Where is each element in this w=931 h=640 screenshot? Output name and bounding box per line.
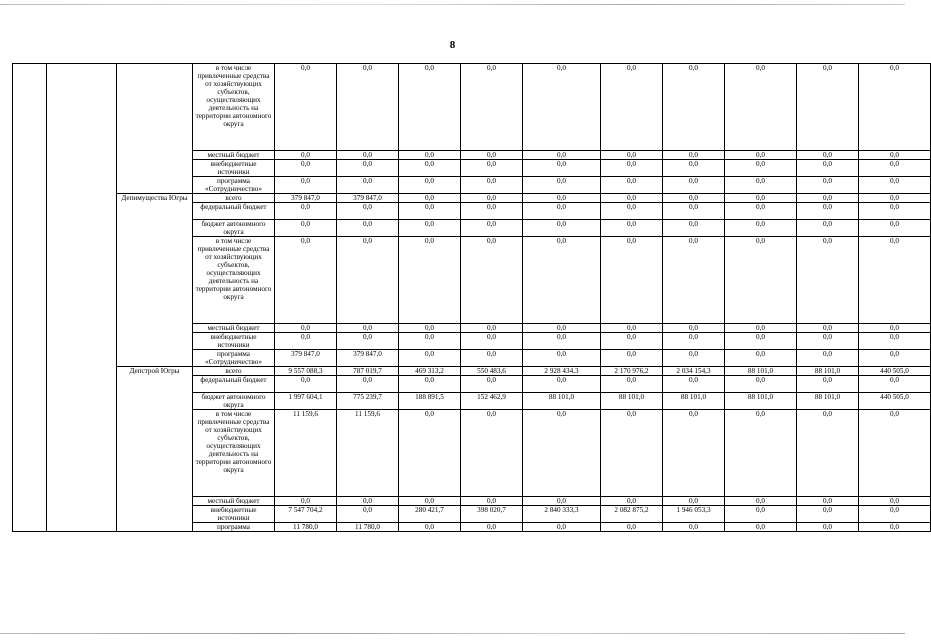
funding-source-cell: бюджет автономного округа	[193, 393, 275, 410]
value-cell: 0,0	[663, 333, 725, 350]
value-cell: 0,0	[399, 350, 461, 367]
value-cell: 0,0	[797, 497, 859, 506]
value-cell: 88 101,0	[797, 367, 859, 376]
value-cell: 0,0	[859, 376, 931, 393]
value-cell: 0,0	[399, 151, 461, 160]
value-cell: 2 840 333,3	[523, 506, 601, 523]
funding-source-cell: местный бюджет	[193, 497, 275, 506]
value-cell: 0,0	[399, 194, 461, 203]
table-row	[13, 194, 931, 203]
value-cell: 11 780,0	[275, 523, 337, 532]
value-cell: 11 159,6	[337, 410, 399, 497]
value-cell: 0,0	[725, 506, 797, 523]
funding-source-cell: внебюджетные источники	[193, 333, 275, 350]
value-cell: 0,0	[601, 410, 663, 497]
value-cell: 0,0	[461, 237, 523, 324]
value-cell: 0,0	[725, 237, 797, 324]
value-cell: 0,0	[797, 203, 859, 220]
value-cell: 0,0	[859, 324, 931, 333]
funding-source-cell: внебюджетные источники	[193, 506, 275, 523]
value-cell: 0,0	[663, 497, 725, 506]
value-cell: 0,0	[859, 203, 931, 220]
value-cell: 0,0	[461, 376, 523, 393]
value-cell: 0,0	[275, 376, 337, 393]
value-cell: 188 891,5	[399, 393, 461, 410]
value-cell: 0,0	[797, 177, 859, 194]
value-cell: 0,0	[461, 333, 523, 350]
value-cell: 0,0	[523, 220, 601, 237]
value-cell: 0,0	[523, 237, 601, 324]
value-cell: 0,0	[601, 324, 663, 333]
value-cell: 0,0	[725, 410, 797, 497]
value-cell: 0,0	[461, 497, 523, 506]
value-cell: 0,0	[859, 410, 931, 497]
funding-source-cell: всего	[193, 367, 275, 376]
value-cell: 0,0	[725, 194, 797, 203]
value-cell: 0,0	[523, 160, 601, 177]
value-cell: 0,0	[275, 237, 337, 324]
value-cell: 0,0	[337, 203, 399, 220]
department-cell: Депстрой Югры	[117, 367, 193, 532]
value-cell: 0,0	[601, 497, 663, 506]
funding-source-cell: в том числе привлеченные средства от хозяйствующих субъектов, осуществляющих деятельность на территории автономного округа	[193, 237, 275, 324]
value-cell: 0,0	[337, 177, 399, 194]
funding-source-cell: внебюджетные источники	[193, 160, 275, 177]
value-cell: 440 505,0	[859, 367, 931, 376]
value-cell: 0,0	[523, 151, 601, 160]
value-cell: 0,0	[859, 177, 931, 194]
value-cell: 0,0	[337, 64, 399, 151]
value-cell: 0,0	[725, 324, 797, 333]
value-cell: 0,0	[399, 497, 461, 506]
funding-source-cell: в том числе привлеченные средства от хозяйствующих субъектов, осуществляющих деятельность на территории автономного округа	[193, 410, 275, 497]
value-cell: 0,0	[725, 350, 797, 367]
value-cell: 0,0	[275, 497, 337, 506]
value-cell: 0,0	[663, 237, 725, 324]
value-cell: 0,0	[859, 151, 931, 160]
value-cell: 0,0	[601, 177, 663, 194]
value-cell: 0,0	[797, 333, 859, 350]
department-cell: Депимущества Югры	[117, 194, 193, 367]
value-cell: 0,0	[275, 220, 337, 237]
value-cell: 0,0	[663, 376, 725, 393]
value-cell: 2 928 434,3	[523, 367, 601, 376]
value-cell: 398 020,7	[461, 506, 523, 523]
funding-source-cell: программа «Сотрудничество»	[193, 177, 275, 194]
page-number: 8	[449, 39, 456, 51]
value-cell: 0,0	[523, 177, 601, 194]
value-cell: 0,0	[399, 160, 461, 177]
value-cell: 0,0	[275, 64, 337, 151]
value-cell: 11 159,6	[275, 410, 337, 497]
value-cell: 0,0	[399, 523, 461, 532]
value-cell: 7 547 704,2	[275, 506, 337, 523]
value-cell: 0,0	[725, 151, 797, 160]
value-cell: 0,0	[461, 194, 523, 203]
value-cell: 0,0	[797, 64, 859, 151]
value-cell: 11 780,0	[337, 523, 399, 532]
value-cell: 469 313,2	[399, 367, 461, 376]
value-cell: 0,0	[859, 64, 931, 151]
value-cell: 0,0	[523, 194, 601, 203]
blank-column-2	[47, 64, 117, 532]
value-cell: 0,0	[601, 151, 663, 160]
value-cell: 152 462,9	[461, 393, 523, 410]
value-cell: 1 946 053,3	[663, 506, 725, 523]
table-row	[13, 64, 931, 151]
value-cell: 0,0	[663, 220, 725, 237]
value-cell: 88 101,0	[523, 393, 601, 410]
value-cell: 0,0	[399, 410, 461, 497]
value-cell: 0,0	[399, 237, 461, 324]
funding-source-cell: всего	[193, 194, 275, 203]
value-cell: 379 847,0	[337, 350, 399, 367]
value-cell: 0,0	[663, 410, 725, 497]
value-cell: 775 239,7	[337, 393, 399, 410]
department-cell	[117, 64, 193, 194]
value-cell: 0,0	[859, 160, 931, 177]
value-cell: 0,0	[399, 203, 461, 220]
value-cell: 0,0	[399, 333, 461, 350]
value-cell: 0,0	[797, 350, 859, 367]
value-cell: 0,0	[797, 523, 859, 532]
value-cell: 0,0	[523, 350, 601, 367]
value-cell: 0,0	[859, 497, 931, 506]
value-cell: 0,0	[275, 203, 337, 220]
value-cell: 0,0	[859, 220, 931, 237]
value-cell: 0,0	[725, 177, 797, 194]
value-cell: 0,0	[725, 523, 797, 532]
value-cell: 0,0	[859, 333, 931, 350]
value-cell: 0,0	[523, 523, 601, 532]
value-cell: 0,0	[461, 523, 523, 532]
scan-edge-bottom	[0, 633, 905, 634]
funding-source-cell: программа	[193, 523, 275, 532]
value-cell: 787 019,7	[337, 367, 399, 376]
funding-source-cell: бюджет автономного округа	[193, 220, 275, 237]
value-cell: 0,0	[275, 151, 337, 160]
value-cell: 0,0	[523, 333, 601, 350]
value-cell: 0,0	[399, 376, 461, 393]
value-cell: 0,0	[523, 64, 601, 151]
value-cell: 550 483,6	[461, 367, 523, 376]
value-cell: 0,0	[461, 151, 523, 160]
funding-source-cell: в том числе привлеченные средства от хозяйствующих субъектов, осуществляющих деятельность на территории автономного округа	[193, 64, 275, 151]
funding-source-cell: местный бюджет	[193, 151, 275, 160]
value-cell: 1 997 604,1	[275, 393, 337, 410]
value-cell: 440 505,0	[859, 393, 931, 410]
value-cell: 0,0	[797, 410, 859, 497]
value-cell: 0,0	[725, 64, 797, 151]
value-cell: 0,0	[601, 160, 663, 177]
value-cell: 0,0	[461, 324, 523, 333]
value-cell: 0,0	[523, 203, 601, 220]
value-cell: 0,0	[523, 376, 601, 393]
value-cell: 0,0	[663, 64, 725, 151]
value-cell: 0,0	[399, 177, 461, 194]
table-row	[13, 367, 931, 376]
value-cell: 0,0	[725, 203, 797, 220]
value-cell: 0,0	[337, 497, 399, 506]
value-cell: 0,0	[859, 523, 931, 532]
value-cell: 0,0	[797, 376, 859, 393]
value-cell: 0,0	[725, 220, 797, 237]
value-cell: 88 101,0	[663, 393, 725, 410]
value-cell: 0,0	[859, 194, 931, 203]
value-cell: 88 101,0	[601, 393, 663, 410]
value-cell: 0,0	[725, 160, 797, 177]
value-cell: 280 421,7	[399, 506, 461, 523]
value-cell: 0,0	[337, 333, 399, 350]
funding-source-cell: местный бюджет	[193, 324, 275, 333]
value-cell: 0,0	[859, 350, 931, 367]
value-cell: 0,0	[275, 160, 337, 177]
value-cell: 0,0	[399, 64, 461, 151]
value-cell: 9 557 088,3	[275, 367, 337, 376]
value-cell: 0,0	[461, 160, 523, 177]
funding-source-cell: федеральный бюджет	[193, 203, 275, 220]
value-cell: 0,0	[797, 506, 859, 523]
value-cell: 0,0	[337, 324, 399, 333]
value-cell: 0,0	[797, 194, 859, 203]
value-cell: 0,0	[859, 506, 931, 523]
value-cell: 88 101,0	[725, 367, 797, 376]
value-cell: 0,0	[663, 523, 725, 532]
value-cell: 0,0	[275, 324, 337, 333]
value-cell: 0,0	[461, 220, 523, 237]
value-cell: 0,0	[461, 410, 523, 497]
value-cell: 0,0	[859, 237, 931, 324]
value-cell: 2 170 976,2	[601, 367, 663, 376]
value-cell: 0,0	[337, 151, 399, 160]
value-cell: 0,0	[797, 151, 859, 160]
value-cell: 0,0	[337, 506, 399, 523]
value-cell: 0,0	[797, 220, 859, 237]
value-cell: 0,0	[461, 177, 523, 194]
value-cell: 0,0	[601, 220, 663, 237]
value-cell: 0,0	[601, 376, 663, 393]
value-cell: 0,0	[663, 151, 725, 160]
value-cell: 2 034 154,3	[663, 367, 725, 376]
value-cell: 0,0	[461, 64, 523, 151]
value-cell: 88 101,0	[797, 393, 859, 410]
value-cell: 379 847,0	[275, 194, 337, 203]
value-cell: 0,0	[461, 203, 523, 220]
value-cell: 0,0	[523, 324, 601, 333]
value-cell: 0,0	[337, 160, 399, 177]
value-cell: 0,0	[797, 237, 859, 324]
value-cell: 0,0	[337, 237, 399, 324]
value-cell: 0,0	[601, 333, 663, 350]
value-cell: 88 101,0	[725, 393, 797, 410]
value-cell: 0,0	[523, 410, 601, 497]
blank-column-1	[13, 64, 47, 532]
value-cell: 0,0	[601, 350, 663, 367]
funding-source-cell: программа «Сотрудничество»	[193, 350, 275, 367]
funding-source-cell: федеральный бюджет	[193, 376, 275, 393]
value-cell: 0,0	[725, 376, 797, 393]
value-cell: 0,0	[725, 497, 797, 506]
value-cell: 0,0	[601, 237, 663, 324]
value-cell: 379 847,0	[275, 350, 337, 367]
value-cell: 0,0	[663, 160, 725, 177]
value-cell: 0,0	[601, 64, 663, 151]
value-cell: 2 082 875,2	[601, 506, 663, 523]
scan-edge-top	[0, 4, 905, 5]
value-cell: 379 847,0	[337, 194, 399, 203]
value-cell: 0,0	[663, 324, 725, 333]
value-cell: 0,0	[601, 194, 663, 203]
value-cell: 0,0	[663, 203, 725, 220]
value-cell: 0,0	[399, 220, 461, 237]
value-cell: 0,0	[399, 324, 461, 333]
value-cell: 0,0	[601, 203, 663, 220]
value-cell: 0,0	[461, 350, 523, 367]
value-cell: 0,0	[663, 177, 725, 194]
value-cell: 0,0	[523, 497, 601, 506]
value-cell: 0,0	[725, 333, 797, 350]
budget-table	[12, 63, 931, 532]
value-cell: 0,0	[275, 333, 337, 350]
value-cell: 0,0	[797, 160, 859, 177]
value-cell: 0,0	[663, 350, 725, 367]
value-cell: 0,0	[275, 177, 337, 194]
value-cell: 0,0	[337, 220, 399, 237]
value-cell: 0,0	[601, 523, 663, 532]
value-cell: 0,0	[337, 376, 399, 393]
value-cell: 0,0	[797, 324, 859, 333]
value-cell: 0,0	[663, 194, 725, 203]
